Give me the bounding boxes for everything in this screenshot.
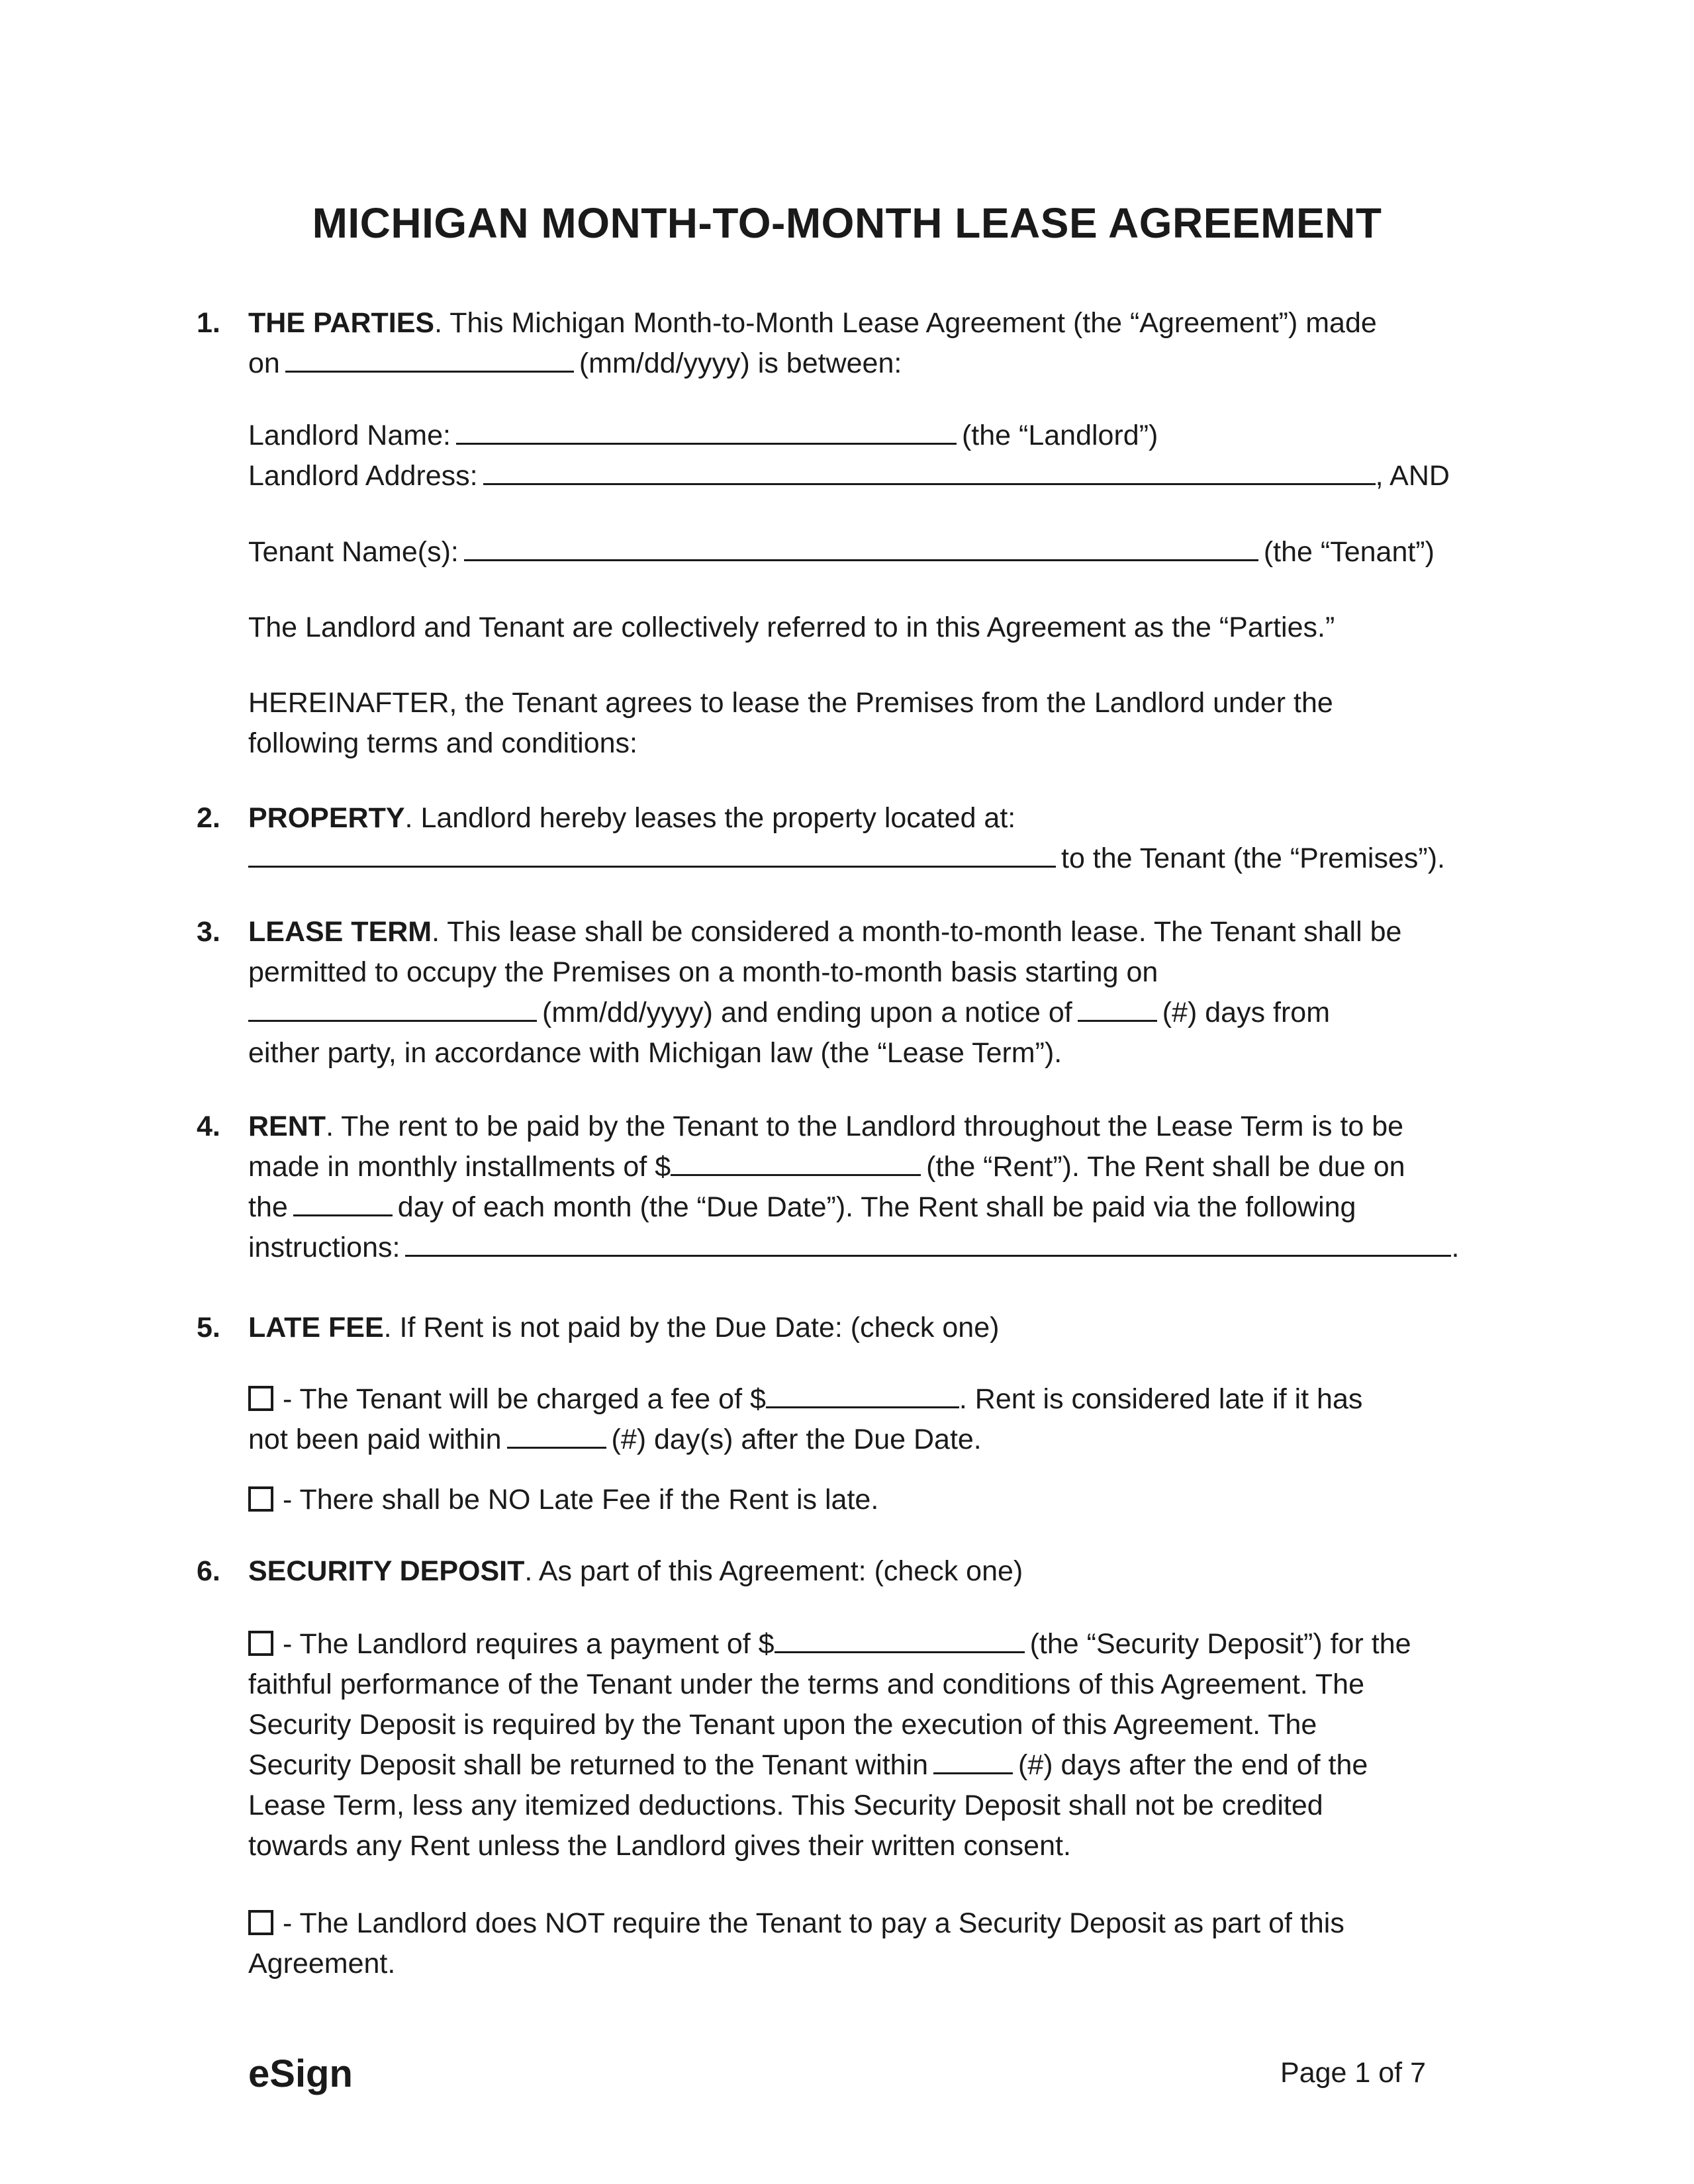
section-late-fee [197,1308,1499,1348]
section-heading: RENT [248,1111,326,1142]
rent-due-day-field[interactable] [293,1188,393,1216]
section-security-deposit [197,1551,1499,1592]
section-number: 3. [197,916,220,948]
option-text: Lease Term, less any itemized deductions. This Security Deposit shall not be credited [248,1790,1323,1821]
section-text: made in monthly installments of $ [248,1151,671,1183]
option-text: Agreement. [248,1948,396,1979]
section-number: 5. [197,1312,220,1343]
landlord-address-suffix: , AND [1375,460,1450,492]
section-text: . This lease shall be considered a month-to-month lease. The Tenant shall be [432,916,1402,948]
section-text: day of each month (the “Due Date”). The Rent shall be paid via the following [397,1191,1356,1223]
late-fee-checkbox[interactable] [248,1386,273,1411]
section-number: 1. [197,307,220,339]
section-text: on [248,347,280,379]
section-text: (mm/dd/yyyy) is between: [579,347,902,379]
section-text: . This Michigan Month-to-Month Lease Agreement (the “Agreement”) made [434,307,1377,339]
section-text: (#) days from [1162,997,1331,1028]
late-fee-grace-days-field[interactable] [507,1420,606,1449]
option-text: - The Landlord does NOT require the Tenant to pay a Security Deposit as part of this [283,1907,1344,1939]
landlord-name-field[interactable] [456,416,957,445]
late-fee-option-2 [248,1480,1499,1520]
section-text: (the “Rent”). The Rent shall be due on [926,1151,1405,1183]
notice-days-field[interactable] [1078,993,1157,1022]
option-text: Security Deposit shall be returned to the Tenant within [248,1749,929,1781]
option-text: - The Landlord requires a payment of $ [283,1628,775,1660]
landlord-name-suffix: (the “Landlord”) [961,420,1158,451]
agreement-date-field[interactable] [285,344,574,373]
section-heading: THE PARTIES [248,307,435,339]
security-deposit-option-2 [248,1903,1499,1984]
landlord-address-field[interactable] [483,457,1376,485]
section-text: (mm/dd/yyyy) and ending upon a notice of [542,997,1072,1028]
late-fee-option-1 [248,1379,1499,1460]
section-rent [197,1107,1499,1268]
rent-amount-field[interactable] [671,1148,921,1176]
section-text: permitted to occupy the Premises on a month-to-month basis starting on [248,956,1158,988]
esign-logo: eSign [248,2052,353,2095]
page-number: Page 1 of 7 [1280,2057,1426,2089]
option-text: towards any Rent unless the Landlord gives their written consent. [248,1830,1071,1862]
section-property [197,798,1499,879]
option-text: faithful performance of the Tenant under the terms and conditions of this Agreement. The [248,1668,1364,1700]
option-text: - There shall be NO Late Fee if the Rent is late. [283,1484,879,1516]
option-text: (the “Security Deposit”) for the [1029,1628,1411,1660]
option-text: - The Tenant will be charged a fee of $ [283,1383,766,1415]
section-text: to the Tenant (the “Premises”). [1061,842,1445,874]
document-title: MICHIGAN MONTH-TO-MONTH LEASE AGREEMENT [312,199,1382,247]
section-parties [197,303,1499,384]
section-text: . Landlord hereby leases the property located at: [404,802,1016,834]
landlord-block [248,416,1499,496]
section-text: either party, in accordance with Michigan law (the “Lease Term”). [248,1037,1062,1069]
parties-paragraph [248,608,1499,648]
section-heading: LATE FEE [248,1312,384,1343]
security-deposit-amount-field[interactable] [775,1625,1025,1653]
section-heading: PROPERTY [248,802,405,834]
landlord-name-label: Landlord Name: [248,420,451,451]
no-late-fee-checkbox[interactable] [248,1486,273,1512]
section-lease-term [197,912,1499,1073]
deposit-return-days-field[interactable] [933,1746,1013,1774]
section-text: the [248,1191,288,1223]
security-deposit-checkbox[interactable] [248,1631,273,1656]
payment-instructions-field[interactable] [405,1228,1451,1257]
option-text: (#) day(s) after the Due Date. [611,1424,982,1455]
hereinafter-text: HEREINAFTER, the Tenant agrees to lease the Premises from the Landlord under the following terms and conditions: [248,687,1333,759]
option-text: . Rent is considered late if it has [959,1383,1363,1415]
section-text: . The rent to be paid by the Tenant to the Landlord throughout the Lease Term is to be [326,1111,1404,1142]
parties-text: The Landlord and Tenant are collectively referred to in this Agreement as the “Parties.” [248,612,1335,643]
no-security-deposit-checkbox[interactable] [248,1910,273,1935]
section-text: . [1451,1232,1460,1263]
section-heading: SECURITY DEPOSIT [248,1555,525,1587]
security-deposit-option-1 [248,1624,1499,1866]
tenant-block [248,532,1499,572]
tenant-name-field[interactable] [464,533,1258,561]
lease-start-date-field[interactable] [248,993,537,1022]
option-text: Security Deposit is required by the Tenant upon the execution of this Agreement. The [248,1709,1317,1741]
section-number: 4. [197,1111,220,1142]
tenant-name-label: Tenant Name(s): [248,536,459,568]
section-text: . If Rent is not paid by the Due Date: (check one) [383,1312,1000,1343]
section-number: 6. [197,1555,220,1587]
section-number: 2. [197,802,220,834]
property-address-field[interactable] [248,839,1056,868]
landlord-address-label: Landlord Address: [248,460,478,492]
option-text: (#) days after the end of the [1018,1749,1368,1781]
hereinafter-paragraph [248,683,1427,764]
section-text: . As part of this Agreement: (check one) [524,1555,1023,1587]
tenant-name-suffix: (the “Tenant”) [1263,536,1435,568]
late-fee-amount-field[interactable] [766,1380,959,1408]
section-text: instructions: [248,1232,400,1263]
section-heading: LEASE TERM [248,916,432,948]
option-text: not been paid within [248,1424,502,1455]
